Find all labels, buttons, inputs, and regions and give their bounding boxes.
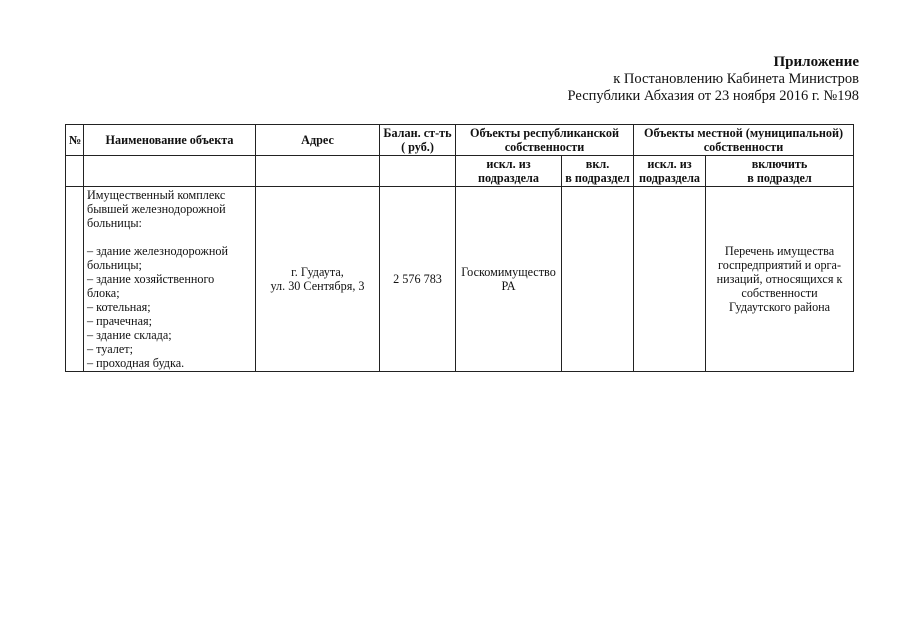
document-header (568, 54, 859, 105)
object-name-line: больницы: (87, 216, 142, 230)
header-local (634, 125, 854, 156)
object-name-gap (87, 230, 252, 244)
header-name: Наименование объекта (84, 125, 256, 156)
row-rep-exclude (456, 187, 562, 372)
object-item-line: – туалет; (87, 342, 133, 356)
row-address (256, 187, 380, 372)
address-line2: ул. 30 Сентября, 3 (270, 279, 365, 293)
row-balance: 2 576 783 (380, 187, 456, 372)
header-local-line2: собственности (703, 140, 784, 154)
object-item-line: – проходная будка. (87, 356, 185, 370)
subheader-loc-include-line2: в подраздел (747, 171, 812, 185)
row-num (66, 187, 84, 372)
object-item-line: – здание склада; (87, 328, 172, 342)
subheader-empty-balance (380, 156, 456, 187)
row-loc-exclude (634, 187, 706, 372)
loc-include-line: Гудаутского района (728, 300, 831, 314)
table-subheader-row (66, 156, 854, 187)
header-address: Адрес (256, 125, 380, 156)
subheader-rep-exclude (456, 156, 562, 187)
header-republican (456, 125, 634, 156)
header-balance-line1: Балан. ст-ть (383, 126, 452, 140)
object-item-line: больницы; (87, 258, 142, 272)
row-object-name (84, 187, 256, 372)
object-item-line: блока; (87, 286, 120, 300)
rep-exclude-line2: РА (501, 279, 516, 293)
subheader-empty-address (256, 156, 380, 187)
subheader-rep-exclude-line1: искл. из (486, 157, 531, 171)
subheader-empty-name (84, 156, 256, 187)
object-name-line: бывшей железнодорожной (87, 202, 226, 216)
subheader-rep-include-line1: вкл. (585, 157, 610, 171)
row-loc-include (706, 187, 854, 372)
header-republican-line2: собственности (504, 140, 585, 154)
subheader-loc-exclude (634, 156, 706, 187)
subheader-rep-exclude-line2: подраздела (478, 171, 539, 185)
object-name-line: Имущественный комплекс (87, 188, 226, 202)
object-item-line: – котельная; (87, 300, 151, 314)
loc-include-line: госпредприятий и орга- (718, 258, 841, 272)
object-item-line: – здание хозяйственного (87, 272, 215, 286)
object-item-line: – прачечная; (87, 314, 152, 328)
loc-include-line: низаций, относящихся к (716, 272, 843, 286)
subheader-loc-include-line1: включить (751, 157, 808, 171)
object-item-line: – здание железнодорожной (87, 244, 228, 258)
rep-exclude-line1: Госкомимущество (461, 265, 556, 279)
header-num: № (66, 125, 84, 156)
header-balance (380, 125, 456, 156)
table-row (66, 187, 854, 372)
subheader-loc-exclude-line1: искл. из (647, 157, 692, 171)
loc-include-line: собственности (741, 286, 818, 300)
subheader-rep-include-line2: в подраздел (565, 171, 630, 185)
subheader-empty-num (66, 156, 84, 187)
header-local-line1: Объекты местной (муниципальной) (644, 126, 844, 140)
row-rep-include (562, 187, 634, 372)
appendix-title: Приложение (773, 54, 859, 70)
header-balance-line2: ( руб.) (401, 140, 434, 154)
subheader-loc-include (706, 156, 854, 187)
loc-include-line: Перечень имущества (724, 244, 835, 258)
subheader-loc-exclude-line2: подраздела (639, 171, 701, 185)
resolution-reference: к Постановлению Кабинета Министров (613, 71, 859, 87)
property-table (65, 124, 854, 372)
table-header-row (66, 125, 854, 156)
resolution-date-number: Республики Абхазия от 23 ноября 2016 г. №198 (567, 88, 859, 104)
subheader-rep-include (562, 156, 634, 187)
address-line1: г. Гудаута, (291, 265, 344, 279)
header-republican-line1: Объекты республиканской (469, 126, 620, 140)
